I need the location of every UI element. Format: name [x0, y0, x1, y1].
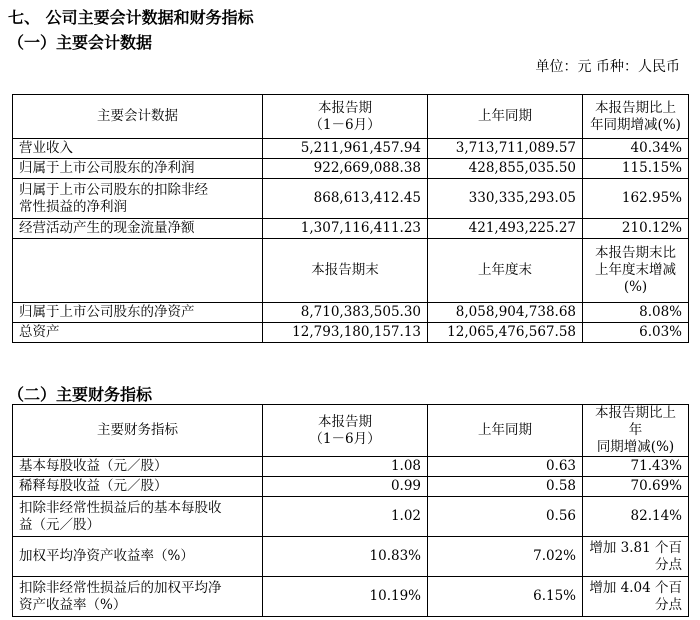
row-label: 归属于上市公司股东的净利润: [13, 159, 263, 179]
header-cell: 本报告期 （1－6月）: [263, 405, 428, 457]
header-cell: 主要会计数据: [13, 95, 263, 139]
current-period-value: 0.99: [263, 477, 428, 497]
header-cell: 主要财务指标: [13, 405, 263, 457]
change-percent: 210.12%: [583, 219, 689, 239]
table-row: [13, 219, 689, 239]
subsection-title-accounting-data: （一）主要会计数据: [8, 33, 153, 52]
change-percent: 115.15%: [583, 159, 689, 179]
current-period-value: 1.02: [263, 497, 428, 537]
current-period-value: 868,613,412.45: [263, 179, 428, 219]
table-row: [13, 303, 689, 323]
prior-period-value: 6.15%: [428, 577, 583, 617]
prior-period-value: 3,713,711,089.57: [428, 139, 583, 159]
row-label: 稀释每股收益（元／股）: [13, 477, 263, 497]
row-label: 营业收入: [13, 139, 263, 159]
table-row: [13, 457, 689, 477]
row-label: 扣除非经常性损益后的基本每股收 益（元／股）: [13, 497, 263, 537]
current-period-value: 5,211,961,457.94: [263, 139, 428, 159]
change-percent: 8.08%: [583, 303, 689, 323]
change-percent: 71.43%: [583, 457, 689, 477]
current-period-value: 12,793,180,157.13: [263, 323, 428, 343]
table-header-row: [13, 405, 689, 457]
row-label: 归属于上市公司股东的净资产: [13, 303, 263, 323]
row-label: 归属于上市公司股东的扣除非经 常性损益的净利润: [13, 179, 263, 219]
unit-currency-note: 单位：元 币种：人民币: [535, 59, 680, 75]
change-percent: 6.03%: [583, 323, 689, 343]
empty-header-cell: [13, 239, 263, 303]
header-cell: 上年同期: [428, 405, 583, 457]
table-subheader-row: [13, 239, 689, 303]
accounting-data-table: [12, 94, 689, 343]
table-row: [13, 537, 689, 577]
table-row: [13, 323, 689, 343]
header-cell: 本报告期末: [263, 239, 428, 303]
row-label: 总资产: [13, 323, 263, 343]
table-row: [13, 159, 689, 179]
prior-period-value: 12,065,476,567.58: [428, 323, 583, 343]
header-cell: 本报告期比上 年同期增减(%): [583, 95, 689, 139]
prior-period-value: 8,058,904,738.68: [428, 303, 583, 323]
table-row: [13, 577, 689, 617]
row-label: 经营活动产生的现金流量净额: [13, 219, 263, 239]
header-cell: 本报告期 （1－6月）: [263, 95, 428, 139]
header-cell: 本报告期末比 上年度末增减 (%): [583, 239, 689, 303]
current-period-value: 10.83%: [263, 537, 428, 577]
header-cell: 本报告期比上年 同期增减(%): [583, 405, 689, 457]
row-label: 基本每股收益（元／股）: [13, 457, 263, 477]
prior-period-value: 7.02%: [428, 537, 583, 577]
change-percent: 162.95%: [583, 179, 689, 219]
header-cell: 上年度末: [428, 239, 583, 303]
current-period-value: 922,669,088.38: [263, 159, 428, 179]
table-row: [13, 179, 689, 219]
prior-period-value: 0.56: [428, 497, 583, 537]
current-period-value: 8,710,383,505.30: [263, 303, 428, 323]
section-title: 七、 公司主要会计数据和财务指标: [8, 8, 254, 27]
table-row: [13, 497, 689, 537]
table-row: [13, 139, 689, 159]
prior-period-value: 0.58: [428, 477, 583, 497]
change-percentage-points: 增加 3.81 个百 分点: [583, 537, 689, 577]
current-period-value: 10.19%: [263, 577, 428, 617]
current-period-value: 1,307,116,411.23: [263, 219, 428, 239]
change-percentage-points: 增加 4.04 个百 分点: [583, 577, 689, 617]
header-cell: 上年同期: [428, 95, 583, 139]
prior-period-value: 330,335,293.05: [428, 179, 583, 219]
table-header-row: [13, 95, 689, 139]
row-label: 扣除非经常性损益后的加权平均净 资产收益率（%）: [13, 577, 263, 617]
financial-indicators-table: [12, 404, 689, 617]
subsection-title-financial-indicators: （二）主要财务指标: [8, 385, 153, 404]
change-percent: 40.34%: [583, 139, 689, 159]
current-period-value: 1.08: [263, 457, 428, 477]
change-percent: 70.69%: [583, 477, 689, 497]
row-label: 加权平均净资产收益率（%）: [13, 537, 263, 577]
table-row: [13, 477, 689, 497]
prior-period-value: 0.63: [428, 457, 583, 477]
change-percent: 82.14%: [583, 497, 689, 537]
prior-period-value: 428,855,035.50: [428, 159, 583, 179]
prior-period-value: 421,493,225.27: [428, 219, 583, 239]
